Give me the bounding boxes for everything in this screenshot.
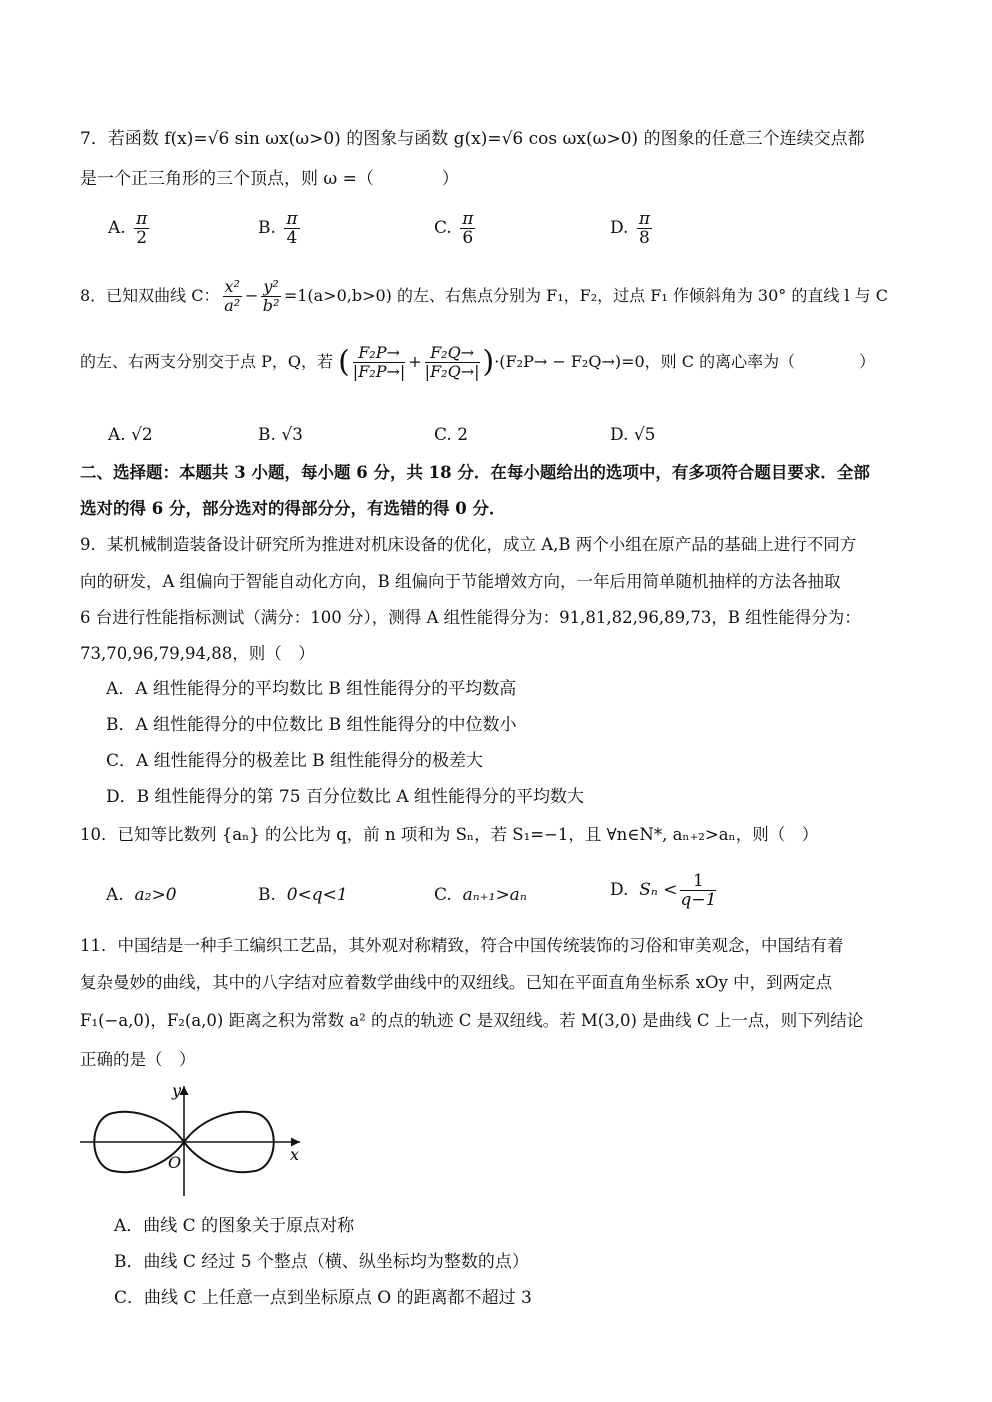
q8-option-a[interactable]: A. √2 <box>108 425 153 445</box>
q9-option-a[interactable]: A．A 组性能得分的平均数比 B 组性能得分的平均数高 <box>106 679 517 699</box>
q7-option-c-fraction: $\frac{\pi}{6}$ <box>462 209 474 248</box>
q11-option-a[interactable]: A．曲线 C 的图象关于原点对称 <box>114 1216 355 1236</box>
q7-option-c[interactable]: C. $\frac{\pi}{6}$ <box>434 209 474 248</box>
q9-line2: 向的研发，A 组偏向于智能自动化方向，B 组偏向于节能增效方向，一年后用简单随机抽样的方法各抽取 <box>80 572 841 591</box>
q10-line1: 10．已知等比数列 {aₙ} 的公比为 q，前 n 项和为 Sₙ，若 S₁=−1，且 ∀n∈N*, aₙ₊₂>aₙ，则（ ） <box>80 825 819 844</box>
x-axis-label: x <box>290 1145 300 1164</box>
q7-option-a-fraction: $\frac{\pi}{2}$ <box>136 209 148 248</box>
y-axis-label: y <box>172 1081 182 1100</box>
q9-option-c[interactable]: C．A 组性能得分的极差比 B 组性能得分的极差大 <box>106 751 483 771</box>
q9-option-b[interactable]: B．A 组性能得分的中位数比 B 组性能得分的中位数小 <box>106 715 517 735</box>
q7-option-b-fraction: $\frac{\pi}{4}$ <box>286 209 298 248</box>
q8-option-d[interactable]: D. √5 <box>610 425 656 445</box>
q10-option-c[interactable]: C. aₙ₊₁>aₙ <box>434 885 527 905</box>
q7-line1: 7．若函数 f(x)=√6 sin ωx(ω>0) 的图象与函数 g(x)=√6 cos ωx(ω>0) 的图象的任意三个连续交点都 <box>80 129 865 149</box>
q7-option-d-fraction: $\frac{\pi}{8}$ <box>638 209 651 248</box>
q11-line1: 11．中国结是一种手工编织工艺品，其外观对称精致，符合中国传统装饰的习俗和审美观念，中国结有着 <box>80 936 844 955</box>
q9-option-d[interactable]: D．B 组性能得分的第 75 百分位数比 A 组性能得分的平均数大 <box>106 787 585 807</box>
origin-label: O <box>168 1153 182 1172</box>
q8-option-c[interactable]: C. 2 <box>434 425 469 445</box>
q10-option-b[interactable]: B. 0<q<1 <box>258 885 348 905</box>
q11-line4: 正确的是（ ） <box>80 1050 196 1069</box>
q7-option-a[interactable]: A. $\frac{\pi}{2}$ <box>108 209 148 248</box>
q8-vector-frac-q: $\frac{\text{F₂Q→}}{\text{|F₂Q→|}}$ <box>424 343 480 381</box>
q10-option-a[interactable]: A. a₂>0 <box>106 885 177 905</box>
q9-line3: 6 台进行性能指标测试（满分：100 分），测得 A 组性能得分为：91,81,82,96,89,73，B 组性能得分为： <box>80 608 861 627</box>
section2-line2: 选对的得 6 分，部分选对的得部分分，有选错的得 0 分． <box>80 499 506 518</box>
q10-option-d-fraction: $\frac{1}{q-1}$ <box>680 871 717 910</box>
q8-vector-frac-p: $\frac{\text{F₂P→}}{\text{|F₂P→|}}$ <box>352 343 406 381</box>
q11-option-b[interactable]: B．曲线 C 经过 5 个整点（横、纵坐标均为整数的点） <box>114 1252 529 1272</box>
q9-line1: 9．某机械制造装备设计研究所为推进对机床设备的优化，成立 A,B 两个小组在原产品的基础上进行不同方 <box>80 535 857 554</box>
q8-frac-x: $\frac{\text{x²}}{\text{a²}}$ <box>224 277 241 315</box>
section2-line1: 二、选择题：本题共 3 小题，每小题 6 分，共 18 分．在每小题给出的选项中，有多项符合题目要求．全部 <box>80 463 870 482</box>
q10-option-d[interactable]: D. Sₙ < $\frac{1}{q-1}$ <box>610 871 717 910</box>
q11-line2: 复杂曼妙的曲线，其中的八字结对应着数学曲线中的双纽线。已知在平面直角坐标系 xOy 中，到两定点 <box>80 973 833 992</box>
q9-line4: 73,70,96,79,94,88，则（ ） <box>80 644 315 663</box>
q7-option-b[interactable]: B. $\frac{\pi}{4}$ <box>258 209 298 248</box>
q7-option-d[interactable]: D. $\frac{\pi}{8}$ <box>610 209 651 248</box>
q11-line3: F₁(−a,0)，F₂(a,0) 距离之积为常数 a² 的点的轨迹 C 是双纽线。若 M(3,0) 是曲线 C 上一点，则下列结论 <box>80 1011 864 1030</box>
q7-line2: 是一个正三角形的三个顶点，则 ω =（ ） <box>80 169 459 189</box>
q8-line1: 8．已知双曲线 C： $\frac{\text{x²}}{\text{a²}}$ − $\frac{\text{y²}}{\text{b²}}$ =1(a>0,b>0) 的左、右焦点分别为 F₁，F₂，过点 F₁ 作倾斜角为 30° 的直线 l 与 C <box>80 277 888 315</box>
q8-option-b[interactable]: B. √3 <box>258 425 303 445</box>
lemniscate-graph <box>78 1080 318 1200</box>
q8-frac-y: $\frac{\text{y²}}{\text{b²}}$ <box>262 277 280 315</box>
q8-line2: 的左、右两支分别交于点 P，Q，若 ( $\frac{\text{F₂P→}}{\text{|F₂P→|}}$ + $\frac{\text{F₂Q→}}{\text{|F₂Q→|}}$ )·(F₂P→ − F₂Q→)=0，则 C 的离心率为（ ） <box>80 343 876 381</box>
q11-option-c[interactable]: C．曲线 C 上任意一点到坐标原点 O 的距离都不超过 3 <box>114 1288 532 1308</box>
